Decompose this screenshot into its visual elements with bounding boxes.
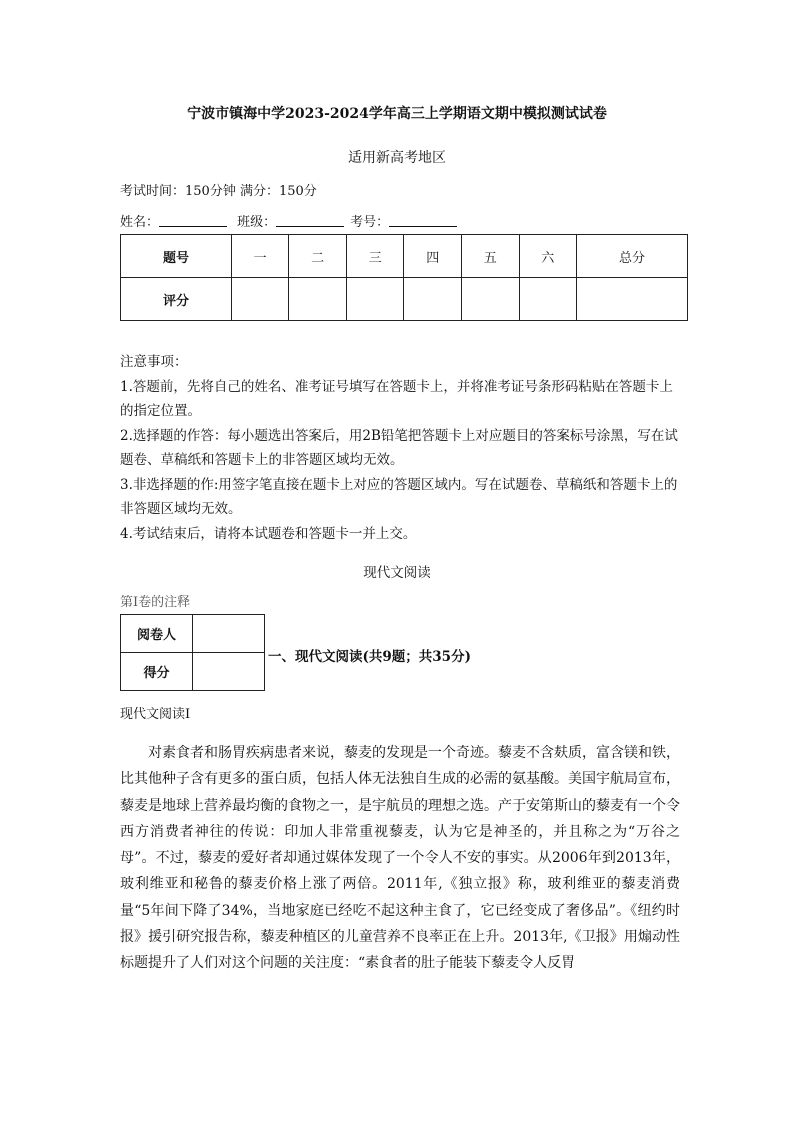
- note-item: 1.答题前，先将自己的姓名、准考证号填写在答题卡上，并将准考证号条形码粘贴在答题卡上的指定位置。: [120, 378, 673, 419]
- score-cell: 四: [404, 235, 462, 278]
- student-fields: [120, 211, 463, 230]
- sub-title: 现代文阅读Ⅰ: [120, 707, 191, 722]
- note-item: 4.考试结束后，请将本试题卷和答题卡一并上交。: [120, 525, 417, 542]
- grade-cell[interactable]: [231, 278, 289, 321]
- grade-cell[interactable]: [577, 278, 688, 321]
- grade-cell[interactable]: [289, 278, 347, 321]
- passage-paragraph: 对素食者和肠胃疾病患者来说，藜麦的发现是一个奇迹。藜麦不含麸质，富含镁和铁，比其他种子含有更多的蛋白质，包括人体无法独自生成的必需的氨基酸。美国宇航局宣布，藜麦是地球上营养最均衡的食物之一，是宇航员的理想之选。产于安第斯山的藜麦有一个令西方消费者神往的传说：印加人非常重视藜麦，认为它是神圣的，并且称之为“万谷之母”。不过，藜麦的爱好者却通过媒体发现了一个令人不安的事实。从2006年到2013年，玻利维亚和秘鲁的藜麦价格上涨了两倍。2011年,《独立报》称，玻利维亚的藜麦消费量“5年间下降了34%，当地家庭已经吃不起这种主食了，它已经变成了奢侈品”。《纽约时报》援引研究报告称，藜麦种植区的儿童营养不良率正在上升。2013年,《卫报》用煽动性标题提升了人们对这个问题的关注度：“素食者的肚子能装下藜麦令人反胃: [120, 745, 680, 972]
- name-blank[interactable]: [159, 214, 227, 227]
- grade-cell[interactable]: [462, 278, 520, 321]
- score-cell: 五: [462, 235, 520, 278]
- score-table-grade-row: [121, 278, 688, 321]
- score-cell: 总分: [577, 235, 688, 278]
- score-value-cell[interactable]: [193, 653, 265, 691]
- grade-cell[interactable]: [404, 278, 462, 321]
- grader-row: [121, 615, 265, 653]
- name-label: 姓名：: [120, 215, 160, 230]
- score-cell: 三: [346, 235, 404, 278]
- note-item: 3.非选择题的作:用签字笔直接在题卡上对应的答题区域内。写在试题卷、草稿纸和答题卡上的非答题区域均无效。: [120, 476, 678, 517]
- class-blank[interactable]: [276, 214, 344, 227]
- page-subtitle: 适用新高考地区: [348, 150, 446, 166]
- note-item: 2.选择题的作答：每小题选出答案后，用2B铅笔把答题卡上对应题目的答案标号涂黑，写在试题卷、草稿纸和答题卡上的非答题区域均无效。: [120, 427, 678, 468]
- score-cell: 一: [231, 235, 289, 278]
- score-cell: 六: [519, 235, 577, 278]
- section-title: 现代文阅读: [363, 565, 431, 581]
- grade-cell[interactable]: [519, 278, 577, 321]
- score-table-header-row: [121, 235, 688, 278]
- score-table: [120, 234, 688, 321]
- grade-label: 评分: [121, 278, 232, 321]
- score-cell: 题号: [121, 235, 232, 278]
- grader-row: [121, 653, 265, 691]
- notes-heading: 注意事项：: [120, 354, 188, 370]
- number-blank[interactable]: [389, 214, 457, 227]
- part-heading: 一、现代文阅读(共9题；共35分): [268, 649, 471, 665]
- grade-cell[interactable]: [346, 278, 404, 321]
- grader-table: [120, 614, 265, 691]
- volume-note: 第Ⅰ卷的注释: [120, 595, 191, 610]
- score-cell: 二: [289, 235, 347, 278]
- notes-block: [120, 350, 680, 546]
- class-label: 班级：: [237, 215, 277, 230]
- grader-cell[interactable]: [193, 615, 265, 653]
- page-title: 宁波市镇海中学2023-2024学年高三上学期语文期中模拟测试试卷: [187, 106, 607, 122]
- number-label: 考号：: [350, 215, 390, 230]
- score-label: 得分: [121, 653, 193, 691]
- exam-info: 考试时间：150分钟 满分：150分: [120, 184, 317, 199]
- passage: [120, 740, 680, 977]
- grader-label: 阅卷人: [121, 615, 193, 653]
